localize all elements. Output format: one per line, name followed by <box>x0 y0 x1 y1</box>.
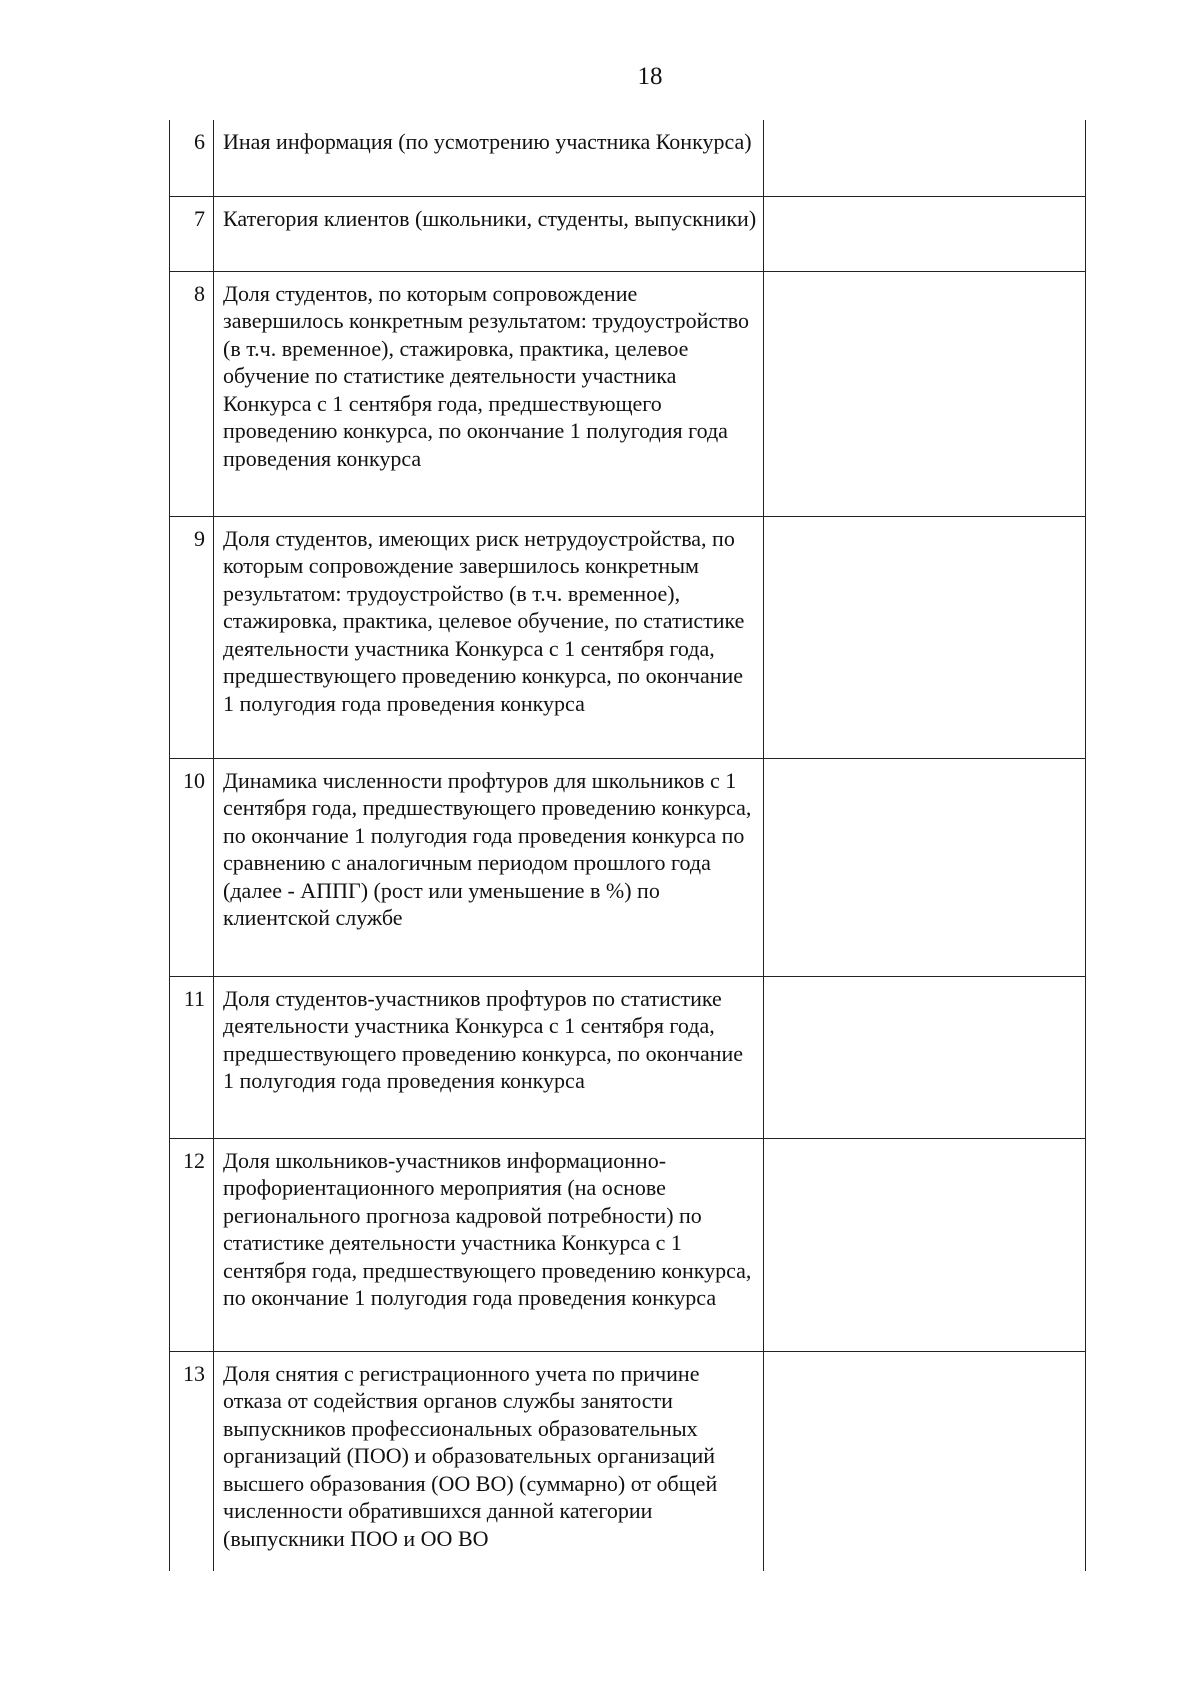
row-description: Доля снятия с регистрационного учета по причине отказа от содействия органов службы занятости выпускников профессиональных образовательных организаций (ПОО) и образовательных организаций высшего образования (ОО ВО) (суммарно) от общей численности обратившихся данной категории (выпускники ПОО и ОО ВО <box>214 1351 764 1571</box>
row-value-cell[interactable] <box>764 271 1086 516</box>
table-row <box>170 1138 1086 1351</box>
row-value-cell[interactable] <box>764 1138 1086 1351</box>
row-number: 8 <box>170 271 214 516</box>
row-number: 9 <box>170 516 214 758</box>
table-row <box>170 120 1086 196</box>
row-value-cell[interactable] <box>764 196 1086 271</box>
row-number: 11 <box>170 976 214 1138</box>
row-description: Категория клиентов (школьники, студенты, выпускники) <box>214 196 764 271</box>
row-number: 12 <box>170 1138 214 1351</box>
row-description: Иная информация (по усмотрению участника Конкурса) <box>214 120 764 196</box>
table-row <box>170 1351 1086 1571</box>
indicator-table <box>169 120 1086 1571</box>
row-value-cell[interactable] <box>764 120 1086 196</box>
row-value-cell[interactable] <box>764 976 1086 1138</box>
row-number: 7 <box>170 196 214 271</box>
table-row <box>170 758 1086 976</box>
row-number: 10 <box>170 758 214 976</box>
row-value-cell[interactable] <box>764 1351 1086 1571</box>
row-description: Доля школьников-участников информационно-профориентационного мероприятия (на основе регионального прогноза кадровой потребности) по статистике деятельности участника Конкурса с 1 сентября года, предшествующего проведению конкурса, по окончание 1 полугодия года проведения конкурса <box>214 1138 764 1351</box>
row-value-cell[interactable] <box>764 516 1086 758</box>
row-number: 6 <box>170 120 214 196</box>
table-row <box>170 196 1086 271</box>
page-number: 18 <box>637 63 663 90</box>
row-description: Доля студентов-участников профтуров по статистике деятельности участника Конкурса с 1 сентября года, предшествующего проведению конкурса, по окончание 1 полугодия года проведения конкурса <box>214 976 764 1138</box>
row-number: 13 <box>170 1351 214 1571</box>
table-row <box>170 271 1086 516</box>
table-row <box>170 976 1086 1138</box>
row-value-cell[interactable] <box>764 758 1086 976</box>
row-description: Доля студентов, имеющих риск нетрудоустройства, по которым сопровождение завершилось конкретным результатом: трудоустройство (в т.ч. временное), стажировка, практика, целевое обучение, по статистике деятельности участника Конкурса с 1 сентября года, предшествующего проведению конкурса, по окончание 1 полугодия года проведения конкурса <box>214 516 764 758</box>
table-row <box>170 516 1086 758</box>
row-description: Динамика численности профтуров для школьников с 1 сентября года, предшествующего проведению конкурса, по окончание 1 полугодия года проведения конкурса по сравнению с аналогичным периодом прошлого года (далее - АППГ) (рост или уменьшение в %) по клиентской службе <box>214 758 764 976</box>
row-description: Доля студентов, по которым сопровождение завершилось конкретным результатом: трудоустройство (в т.ч. временное), стажировка, практика, целевое обучение по статистике деятельности участника Конкурса с 1 сентября года, предшествующего проведению конкурса, по окончание 1 полугодия года проведения конкурса <box>214 271 764 516</box>
